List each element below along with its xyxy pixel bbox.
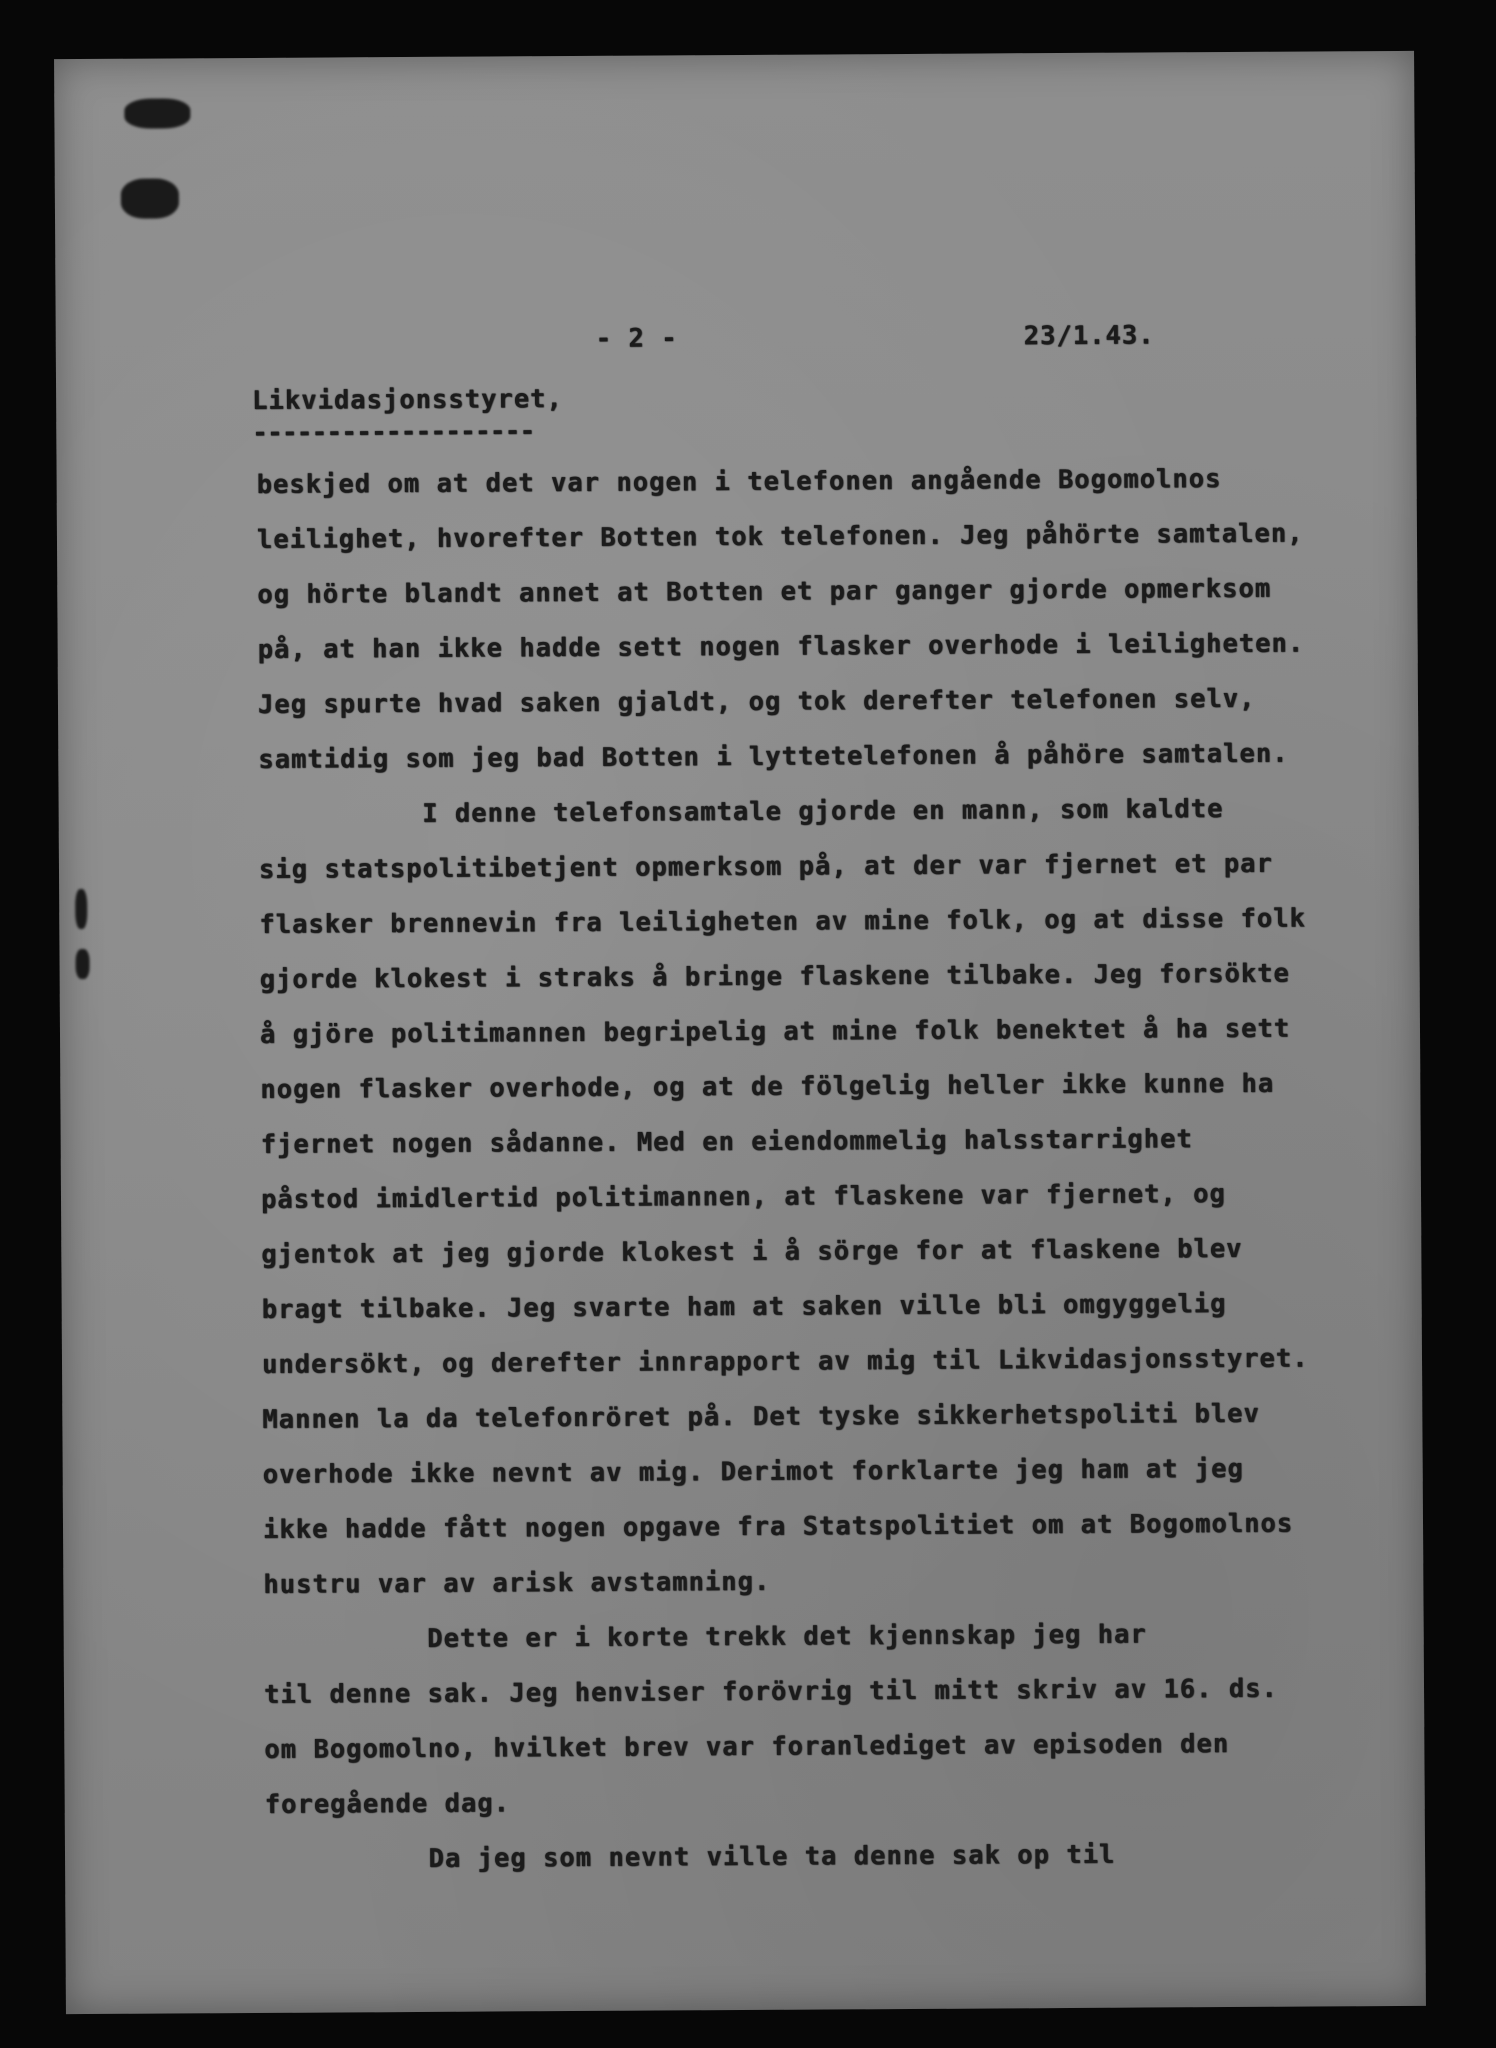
body-line: å gjöre politimannen begripelig at mine folk benektet å ha sett (259, 1013, 1291, 1050)
body-line: og hörte blandt annet at Botten et par ganger gjorde opmerksom (257, 573, 1272, 610)
body-line: på, at han ikke hadde sett nogen flasker overhode i leiligheten. (257, 628, 1305, 665)
document-page (54, 51, 1426, 2014)
body-line: sig statspolitibetjent opmerksom på, at der var fjernet et par (258, 848, 1273, 885)
punch-hole-mark-top (124, 98, 190, 128)
body-line: nogen flasker overhode, og at de fölgelig heller ikke kunne ha (260, 1068, 1275, 1105)
body-line: I denne telefonsamtale gjorde en mann, som kaldte (258, 794, 1224, 830)
addressee-heading: Likvidasjonsstyret, (252, 384, 563, 416)
body-line: beskjed om at det var nogen i telefonen angående Bogomolnos (256, 464, 1222, 500)
body-line: ikke hadde fått nogen opgave fra Statspolitiet om at Bogomolnos (262, 1508, 1294, 1545)
body-line: Dette er i korte trekk det kjennskap jeg har (263, 1619, 1147, 1655)
body-line: påstod imidlertid politimannen, at flaskene var fjernet, og (260, 1179, 1226, 1215)
body-line: gjorde klokest i straks å bringe flaskene tilbake. Jeg forsökte (259, 958, 1290, 995)
punch-hole-mark-bottom (75, 949, 89, 979)
document-date: 23/1.43. (1023, 320, 1155, 352)
body-line: Da jeg som nevnt ville ta denne sak op til (264, 1839, 1116, 1875)
body-line: flasker brennevin fra leiligheten av mine folk, og at disse folk (259, 903, 1306, 940)
body-line: om Bogomolno, hvilket brev var foranlediget av episoden den (264, 1729, 1230, 1765)
page-number: - 2 - (595, 323, 678, 354)
body-line: overhode ikke nevnt av mig. Derimot forklarte jeg ham at jeg (262, 1453, 1244, 1490)
punch-hole-mark-middle (121, 178, 179, 218)
body-line: hustru var av arisk avstamning. (263, 1566, 771, 1600)
body-line: gjentok at jeg gjorde klokest i å sörge for at flaskene blev (261, 1233, 1243, 1270)
body-line: undersökt, og derefter innrapport av mig til Likvidasjonsstyret. (261, 1343, 1309, 1380)
body-line: til denne sak. Jeg henviser forövrig til mitt skriv av 16. ds. (263, 1673, 1278, 1710)
body-line: fjernet nogen sådanne. Med en eiendommelig halsstarrighet (260, 1124, 1193, 1160)
letter-body (256, 451, 1405, 1888)
body-line: samtidig som jeg bad Botten i lyttetelefonen å påhöre samtalen. (258, 738, 1289, 775)
addressee-underline: ------------------- (252, 416, 535, 448)
body-line: leilighet, hvorefter Botten tok telefonen. Jeg påhörte samtalen, (256, 518, 1304, 555)
punch-hole-mark-lower (75, 889, 87, 929)
body-line: foregående dag. (264, 1788, 511, 1820)
body-line: Mannen la da telefonröret på. Det tyske sikkerhetspoliti blev (262, 1398, 1260, 1435)
body-line: Jeg spurte hvad saken gjaldt, og tok derefter telefonen selv, (257, 683, 1256, 720)
body-line: bragt tilbake. Jeg svarte ham at saken ville bli omgyggelig (261, 1289, 1227, 1325)
